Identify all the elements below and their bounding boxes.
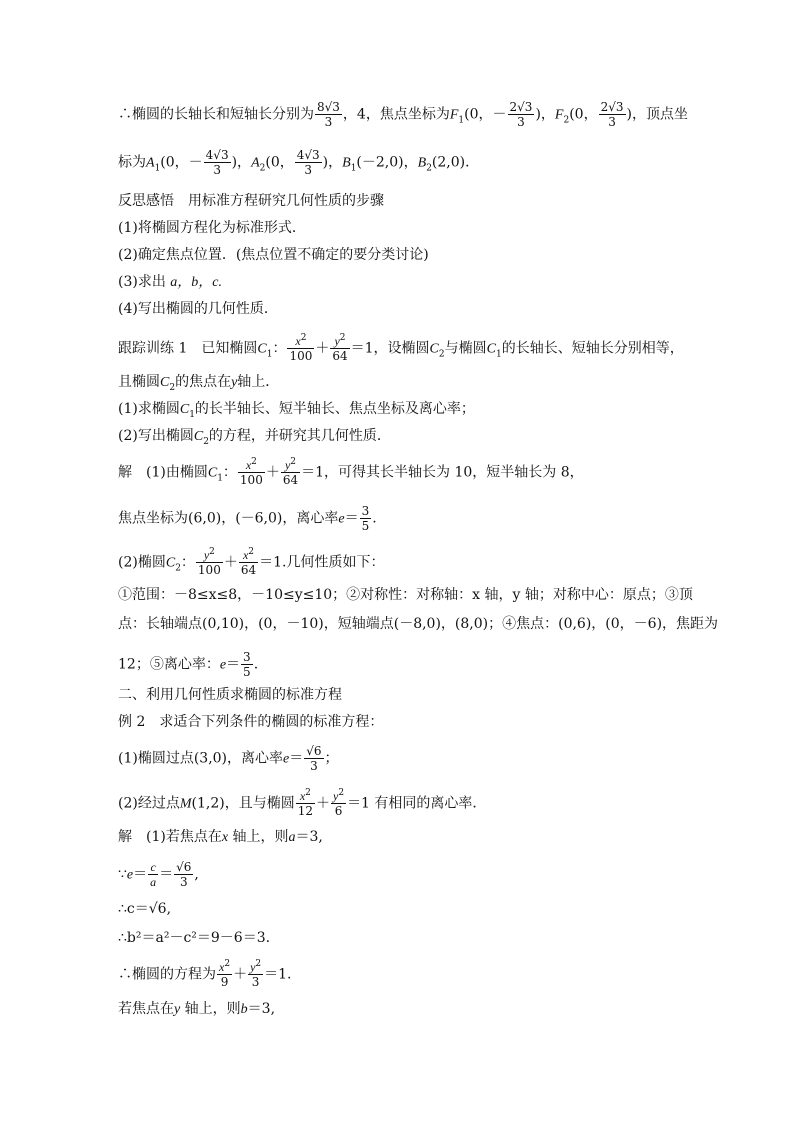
question-1: (1)求椭圆$C_1$的长半轴长、短半轴长、焦点坐标及离心率； (118, 401, 475, 420)
text: ∴椭圆的长轴长和短轴长分别为 (118, 106, 314, 123)
text: ，顶点坐 (631, 106, 688, 123)
text: B (417, 155, 427, 171)
solution-line: ∴椭圆的方程为 $\frac{x^2}{9}$ ＋ $\frac{y^2}{3}$ ＝1. (118, 959, 292, 989)
step-3: (3)求出 a，b，c. (118, 274, 223, 290)
solution-line: ∵e＝ $\frac{c}{a}$ ＝ $\frac{√6}{3}$ , (118, 860, 199, 889)
track-line: 跟踪训练 1 已知椭圆$C_1$： $\frac{x^2}{100}$ ＋ $\frac{y^2}{64}$ ＝1，设椭圆$C_2$与椭圆$C_1$的长轴长、短轴长分别相等， (118, 333, 684, 363)
text-line: ∴椭圆的长轴长和短轴长分别为 $\frac{8√3}{3}$ ，4，焦点坐标为$F_1(0$，－ $\frac{2√3}{3}$ )，$F_2(0$， $\frac{2√3}{3}$ )，顶点坐 (118, 100, 688, 129)
section-heading: 二、利用几何性质求椭圆的标准方程 (118, 687, 342, 703)
reflect-title: 反思感悟 用标准方程研究几何性质的步骤 (118, 193, 384, 209)
solution-3: (2)椭圆$C_2$： $\frac{y^2}{100}$ ＋ $\frac{x^2}{64}$ ＝1.几何性质如下： (118, 547, 385, 577)
example-2: 例 2 求适合下列条件的椭圆的标准方程： (118, 714, 384, 730)
step-2: (2)确定焦点位置．(焦点位置不确定的要分类讨论) (118, 247, 429, 263)
solution-line: ∴b²＝a²－c²＝9－6＝3. (118, 930, 271, 946)
track-line-2: 且椭圆$C_2$的焦点在y轴上． (118, 374, 280, 393)
example-2-part-1: (1)椭圆过点(3,0)，离心率e＝ $\frac{√6}{3}$ ； (118, 744, 339, 773)
solution-2: 焦点坐标为(6,0)，(－6,0)，离心率e＝ $\frac{3}{5}$ . (118, 504, 377, 533)
question-2: (2)写出椭圆$C_2$的方程，并研究其几何性质． (118, 428, 391, 447)
text: (－2,0)， (356, 154, 418, 171)
text: B (342, 155, 351, 171)
property-line-2: 点：长轴端点(0,10)，(0，－10)，短轴端点(－8,0)，(8,0)；④焦点：(0,6)，(0，－6)，焦距为 (118, 616, 719, 632)
property-line-1: ①范围：－8≤x≤8，－10≤y≤10；②对称性：对称轴：x 轴，y 轴；对称中心：原点；③顶 (118, 587, 693, 603)
fraction: $\frac{8√3}{3}$ (317, 100, 340, 129)
example-2-part-2: (2)经过点M(1,2)，且与椭圆 $\frac{x^2}{12}$ ＋ $\frac{y^2}{6}$ ＝1 有相同的离心率． (118, 788, 487, 818)
solution-1: 解 (1)由椭圆$C_1$： $\frac{x^2}{100}$ ＋ $\frac{y^2}{64}$ ＝1，可得其长半轴长为 10，短半轴长为 8， (118, 457, 584, 487)
text-line: 标为$A_1(0$，－ $\frac{4√3}{3}$ )，$A_2(0$， $\frac{4√3}{3}$ )，$B_1(-2,0)$，$B_2(2,0)$． (118, 148, 480, 177)
step-4: (4)写出椭圆的几何性质． (118, 301, 278, 317)
text: ，4，焦点坐标为 (342, 106, 450, 123)
solution-line: 若焦点在y 轴上，则b＝3, (118, 1001, 276, 1017)
text: 标为 (118, 154, 146, 171)
property-line-3: 12；⑤离心率：e＝ $\frac{3}{5}$ . (118, 650, 259, 679)
step-1: (1)将椭圆方程化为标准形式． (118, 220, 306, 236)
solution-line: 解 (1)若焦点在x 轴上，则a＝3, (118, 829, 323, 845)
solution-line: ∴c＝√6, (118, 901, 172, 917)
text: (2,0)． (431, 154, 480, 171)
